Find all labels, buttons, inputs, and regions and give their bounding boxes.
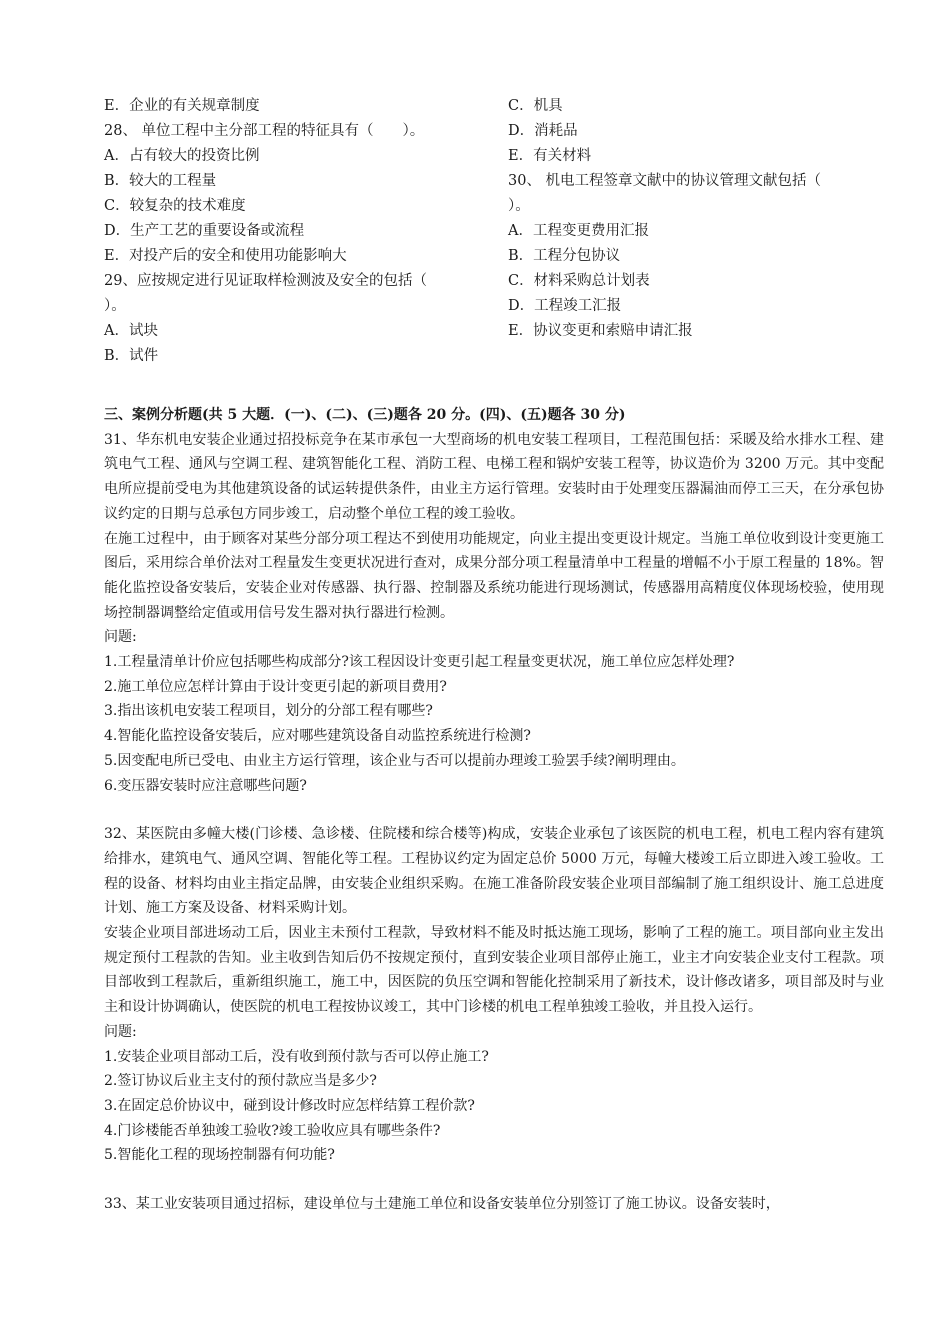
option-line: E．协议变更和索赔申请汇报 [508,323,693,339]
case-31-question: 4.智能化监控设备安装后，应对哪些建筑设备自动监控系统进行检测? [104,728,531,745]
case-31-question: 5.因变配电所已受电、由业主方运行管理，该企业与否可以提前办理竣工验罢手续?阐明理由。 [104,752,685,769]
question-30: 30、 机电工程签章文献中的协议管理文献包括（ [508,173,822,189]
case-31-paragraph-1: 31、华东机电安装企业通过招投标竞争在某市承包一大型商场的机电安装工程项目，工程范围包括：采暖及给水排水工程、建筑电气工程、通风与空调工程、建筑智能化工程、消防工程、电梯工程和锅炉安装工程等，协议造价为 3200 万元。其中变配电所应提前受电为其他建筑设备的试运转提供条件，由业主方运行管理。安装时由于处理变压器漏油而停工三天，在分承包协议约定的日期与总承包方同步竣工，启动整个单位工程的竣工验收。 [104,431,884,522]
document-page [104,94,884,1217]
case-31-question: 1.工程量清单计价应包括哪些构成部分?该工程因设计变更引起工程量变更状况，施工单位应怎样处理? [104,654,735,671]
option-line: A．占有较大的投资比例 [104,148,260,164]
option-line: C．较复杂的技术难度 [104,198,246,214]
case-32-question: 3.在固定总价协议中，碰到设计修改时应怎样结算工程价款? [104,1097,475,1114]
two-column-options [104,94,884,369]
case-33-paragraph-1: 33、某工业安装项目通过招标，建设单位与土建施工单位和设备安装单位分别签订了施工协议。设备安装时， [104,1196,780,1213]
case-32-question: 5.智能化工程的现场控制器有何功能? [104,1147,335,1164]
option-line: D．工程竣工汇报 [508,298,622,314]
option-line: B．较大的工程量 [104,173,217,189]
questions-label: 问题: [104,629,137,646]
question-30-continued: ）。 [508,198,530,214]
blank-line [104,1168,884,1192]
option-line: D．消耗品 [508,123,578,139]
option-line: C．材料采购总计划表 [508,273,650,289]
case-32-paragraph-1: 32、某医院由多幢大楼(门诊楼、急诊楼、住院楼和综合楼等)构成，安装企业承包了该医院的机电工程，机电工程内容有建筑给排水，建筑电气、通风空调、智能化等工程。工程协议约定为固定总价 5000 万元，每幢大楼竣工后立即进入竣工验收。工程的设备、材料均由业主指定品牌，由安装企业组织采购。在施工准备阶段安装企业项目部编制了施工组织设计、施工总进度计划、施工方案及设备、材料采购计划。 [104,826,884,917]
questions-label: 问题: [104,1023,137,1040]
blank-line [104,798,884,822]
question-29: 29、应按规定进行见证取样检测波及安全的包括（ [104,273,427,289]
option-line: A．工程变更费用汇报 [508,223,649,239]
case-32-question: 1.安装企业项目部动工后，没有收到预付款与否可以停止施工? [104,1048,489,1065]
case-32-question: 2.签订协议后业主支付的预付款应当是多少? [104,1073,377,1090]
option-line: C．机具 [508,98,563,114]
case-31-question: 3.指出该机电安装工程项目，划分的分部工程有哪些? [104,703,433,720]
option-line: D．生产工艺的重要设备或流程 [104,223,305,239]
question-28: 28、 单位工程中主分部工程的特征具有（ ）。 [104,123,425,139]
question-29-continued: ）。 [104,298,126,314]
option-line: E．有关材料 [508,148,592,164]
section-heading: 三、案例分析题(共 5 大题．(一)、(二)、(三)题各 20 分。(四)、(五)题各 30 分) [104,407,626,423]
right-column [508,94,884,369]
case-32-question: 4.门诊楼能否单独竣工验收?竣工验收应具有哪些条件? [104,1122,441,1139]
case-analysis-section [104,403,884,1217]
case-31-question: 2.施工单位应怎样计算由于设计变更引起的新项目费用? [104,678,447,695]
option-line: E．对投产后的安全和使用功能影响大 [104,248,347,264]
case-31-paragraph-2: 在施工过程中，由于顾客对某些分部分项工程达不到使用功能规定，向业主提出变更设计规定。当施工单位收到设计变更施工图后，采用综合单价法对工程量发生变更状况进行查对，成果分部分项工程量清单中工程量的增幅不小于原工程量的 18%。智能化监控设备安装后，安装企业对传感器、执行器、控制器及系统功能进行现场测试，传感器用高精度仪体现场校验，使用现场控制器调整给定值或用信号发生器对执行器进行检测。 [104,530,884,621]
case-32-paragraph-2: 安装企业项目部进场动工后，因业主未预付工程款，导致材料不能及时抵达施工现场，影响了工程的施工。项目部向业主发出规定预付工程款的告知。业主收到告知后仍不按规定预付，直到安装企业项目部停止施工，业主才向安装企业支付工程款。项目部收到工程款后，重新组织施工，施工中，因医院的负压空调和智能化控制采用了新技术，设计修改诸多，项目部及时与业主和设计协调确认，使医院的机电工程按协议竣工，其中门诊楼的机电工程单独竣工验收，并且投入运行。 [104,925,884,1016]
case-31-question: 6.变压器安装时应注意哪些问题? [104,777,307,794]
option-line: A．试块 [104,323,158,339]
left-column [104,94,480,369]
option-line: B．工程分包协议 [508,248,621,264]
option-line: E．企业的有关规章制度 [104,98,260,114]
option-line: B．试件 [104,348,159,364]
